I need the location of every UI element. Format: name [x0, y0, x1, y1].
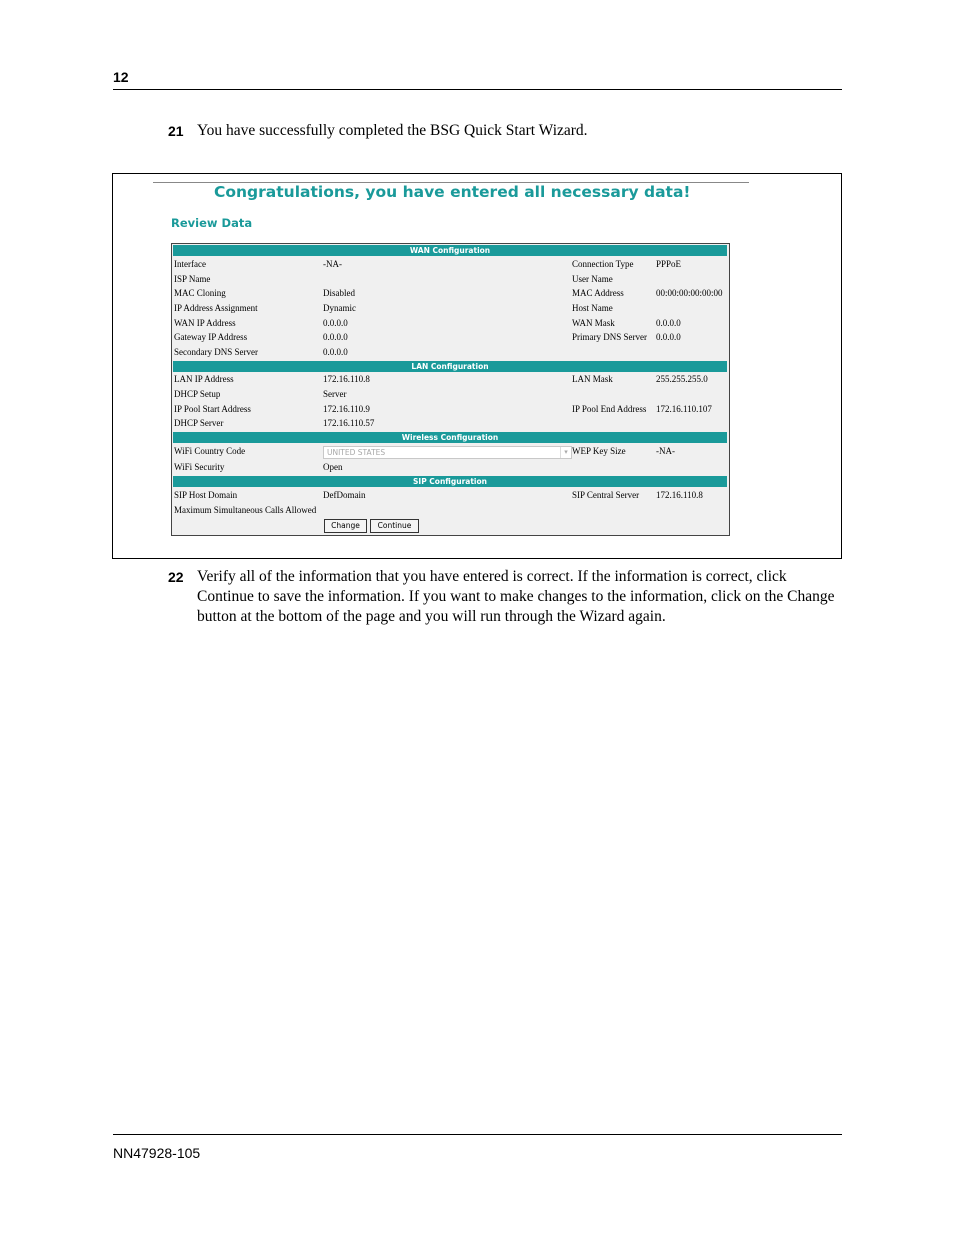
- wan-value: 00:00:00:00:00:00: [656, 288, 723, 298]
- lan-value: 172.16.110.9: [323, 404, 370, 414]
- lan-value: 255.255.255.0: [656, 374, 708, 384]
- wan-label: Secondary DNS Server: [174, 347, 258, 357]
- step-number: 22: [168, 569, 184, 585]
- wan-label: Gateway IP Address: [174, 332, 248, 342]
- wan-value: 0.0.0.0: [656, 332, 681, 342]
- page-number: 12: [113, 69, 129, 85]
- step-21: [168, 121, 842, 141]
- wifi-country-value: UNITED STATES: [327, 448, 386, 457]
- step-number: 21: [168, 123, 184, 139]
- chevron-down-icon: ▾: [560, 447, 571, 458]
- wan-value: 0.0.0.0: [323, 347, 348, 357]
- lan-label: LAN IP Address: [174, 374, 234, 384]
- wan-value: PPPoE: [656, 259, 682, 269]
- wan-label: IP Address Assignment: [174, 303, 258, 313]
- wan-value: 0.0.0.0: [656, 318, 681, 328]
- wan-label: User Name: [572, 274, 613, 284]
- wan-label: WAN Mask: [572, 318, 615, 328]
- wifi-security-label: WiFi Security: [174, 462, 225, 472]
- screenshot-figure: [112, 173, 842, 559]
- wan-label: MAC Address: [572, 288, 624, 298]
- step-text: Verify all of the information that you have entered is correct. If the information is correct, click Continue to save the information. If you want to make changes to the information, click on the Change button at the bottom of the page and you will run through the Wizard again.: [197, 568, 835, 625]
- sip-label: Maximum Simultaneous Calls Allowed: [174, 505, 317, 515]
- review-data-table: [171, 243, 730, 536]
- lan-value: Server: [323, 389, 347, 399]
- footer-rule: [113, 1134, 842, 1135]
- wan-config-heading: WAN Configuration: [173, 245, 727, 256]
- wep-key-size-label: WEP Key Size: [572, 446, 626, 456]
- change-button[interactable]: Change: [324, 519, 367, 533]
- wan-label: WAN IP Address: [174, 318, 236, 328]
- wan-label: ISP Name: [174, 274, 211, 284]
- sip-config-heading: SIP Configuration: [173, 476, 727, 487]
- wan-value: Disabled: [323, 288, 355, 298]
- step-22: [168, 567, 842, 627]
- lan-value: 172.16.110.8: [323, 374, 370, 384]
- sip-label: SIP Central Server: [572, 490, 640, 500]
- congratulations-title: Congratulations, you have entered all necessary data!: [214, 183, 691, 201]
- wan-value: 0.0.0.0: [323, 332, 348, 342]
- sip-value: 172.16.110.8: [656, 490, 703, 500]
- wep-key-size-value: -NA-: [656, 446, 675, 456]
- lan-config-heading: LAN Configuration: [173, 361, 727, 372]
- lan-value: 172.16.110.57: [323, 418, 375, 428]
- sip-value: DefDomain: [323, 490, 366, 500]
- wifi-country-label: WiFi Country Code: [174, 446, 246, 456]
- continue-button[interactable]: Continue: [370, 519, 419, 533]
- document-number: NN47928-105: [113, 1145, 201, 1161]
- lan-label: LAN Mask: [572, 374, 613, 384]
- wireless-config-heading: Wireless Configuration: [173, 432, 727, 443]
- wifi-country-select[interactable]: [323, 446, 572, 459]
- wan-value: Dynamic: [323, 303, 356, 313]
- lan-value: 172.16.110.107: [656, 404, 712, 414]
- lan-label: DHCP Setup: [174, 389, 221, 399]
- wan-value: 0.0.0.0: [323, 318, 348, 328]
- step-text: You have successfully completed the BSG Quick Start Wizard.: [197, 122, 588, 139]
- wan-label: Connection Type: [572, 259, 634, 269]
- wan-label: Primary DNS Server: [572, 332, 647, 342]
- wan-value: -NA-: [323, 259, 342, 269]
- wifi-security-value: Open: [323, 462, 343, 472]
- review-data-label: Review Data: [171, 216, 253, 230]
- lan-label: IP Pool Start Address: [174, 404, 251, 414]
- lan-label: DHCP Server: [174, 418, 224, 428]
- wan-label: MAC Cloning: [174, 288, 226, 298]
- wan-label: Host Name: [572, 303, 613, 313]
- header-rule: [113, 89, 842, 90]
- sip-label: SIP Host Domain: [174, 490, 238, 500]
- lan-label: IP Pool End Address: [572, 404, 647, 414]
- wan-label: Interface: [174, 259, 206, 269]
